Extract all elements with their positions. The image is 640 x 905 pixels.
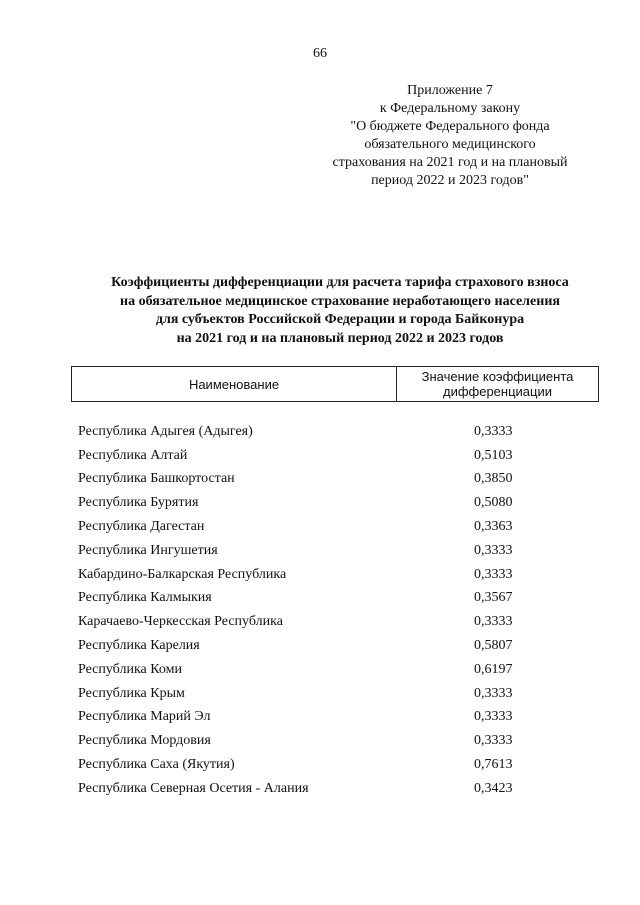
header-name-label: Наименование <box>188 376 280 392</box>
region-name: Республика Марий Эл <box>78 709 211 725</box>
coefficient-value: 0,3423 <box>474 780 513 796</box>
table-row <box>78 682 598 706</box>
table-row <box>78 468 598 492</box>
region-name: Республика Карелия <box>78 638 200 654</box>
title-line: для субъектов Российской Федерации и города Байконура <box>155 312 525 327</box>
coefficient-value: 0,3333 <box>474 542 513 558</box>
header-name-cell <box>72 367 397 401</box>
table-row <box>78 420 598 444</box>
table-row <box>78 587 598 611</box>
table-row <box>78 729 598 753</box>
table-row <box>78 515 598 539</box>
region-name: Республика Башкортостан <box>78 471 235 487</box>
coefficient-value: 0,5103 <box>474 447 513 463</box>
appendix-block <box>300 82 600 190</box>
title-line: Коэффициенты дифференциации для расчета тарифа страхового взноса <box>111 275 569 290</box>
coefficient-value: 0,5080 <box>474 495 513 511</box>
region-name: Республика Крым <box>78 685 185 701</box>
region-name: Республика Мордовия <box>78 733 211 749</box>
region-name: Республика Калмыкия <box>78 590 212 606</box>
region-name: Республика Саха (Якутия) <box>78 757 235 773</box>
region-name: Кабардино-Балкарская Республика <box>78 566 287 582</box>
header-value-cell <box>397 367 598 401</box>
title-line: на 2021 год и на плановый период 2022 и 2023 годов <box>176 330 504 346</box>
coefficient-value: 0,5807 <box>474 638 513 654</box>
appendix-line: Приложение 7 <box>407 83 493 98</box>
table-row <box>78 634 598 658</box>
coefficient-value: 0,3333 <box>474 614 513 630</box>
table-row <box>78 491 598 515</box>
coefficient-value: 0,3363 <box>474 519 513 535</box>
table-row <box>78 706 598 730</box>
region-name: Республика Алтай <box>78 447 188 463</box>
coefficient-value: 0,3333 <box>474 566 513 582</box>
region-name: Республика Северная Осетия - Алания <box>78 780 309 796</box>
page-number: 66 <box>313 46 327 61</box>
region-name: Республика Дагестан <box>78 519 205 535</box>
appendix-line: период 2022 и 2023 годов" <box>371 173 529 188</box>
document-title <box>40 274 640 348</box>
table-row <box>78 753 598 777</box>
appendix-line: к Федеральному закону <box>379 101 521 116</box>
region-name: Республика Адыгея (Адыгея) <box>78 423 253 439</box>
region-name: Республика Бурятия <box>78 495 199 511</box>
coefficient-value: 0,7613 <box>474 757 513 773</box>
table-body <box>78 420 598 801</box>
region-name: Республика Коми <box>78 661 182 677</box>
region-name: Карачаево-Черкесская Республика <box>78 614 283 630</box>
appendix-line: обязательного медицинского <box>364 137 536 152</box>
coefficient-value: 0,3850 <box>474 471 513 487</box>
table-row <box>78 610 598 634</box>
table-row <box>78 658 598 682</box>
coefficient-value: 0,6197 <box>474 661 513 677</box>
table-row <box>78 539 598 563</box>
coefficient-value: 0,3333 <box>474 423 513 439</box>
coefficient-value: 0,3333 <box>474 685 513 701</box>
table-row <box>78 777 598 801</box>
table-row <box>78 563 598 587</box>
appendix-line: "О бюджете Федерального фонда <box>350 119 550 134</box>
coefficient-value: 0,3333 <box>474 709 513 725</box>
table-header <box>71 366 599 402</box>
coefficient-value: 0,3567 <box>474 590 513 606</box>
table-row <box>78 444 598 468</box>
coefficient-value: 0,3333 <box>474 733 513 749</box>
title-line: на обязательное медицинское страхование неработающего населения <box>120 293 560 309</box>
appendix-line: страхования на 2021 год и на плановый <box>332 155 568 170</box>
header-value-label: Значение коэффициента <box>421 369 574 384</box>
header-value-label: дифференциации <box>442 384 552 399</box>
region-name: Республика Ингушетия <box>78 542 218 558</box>
